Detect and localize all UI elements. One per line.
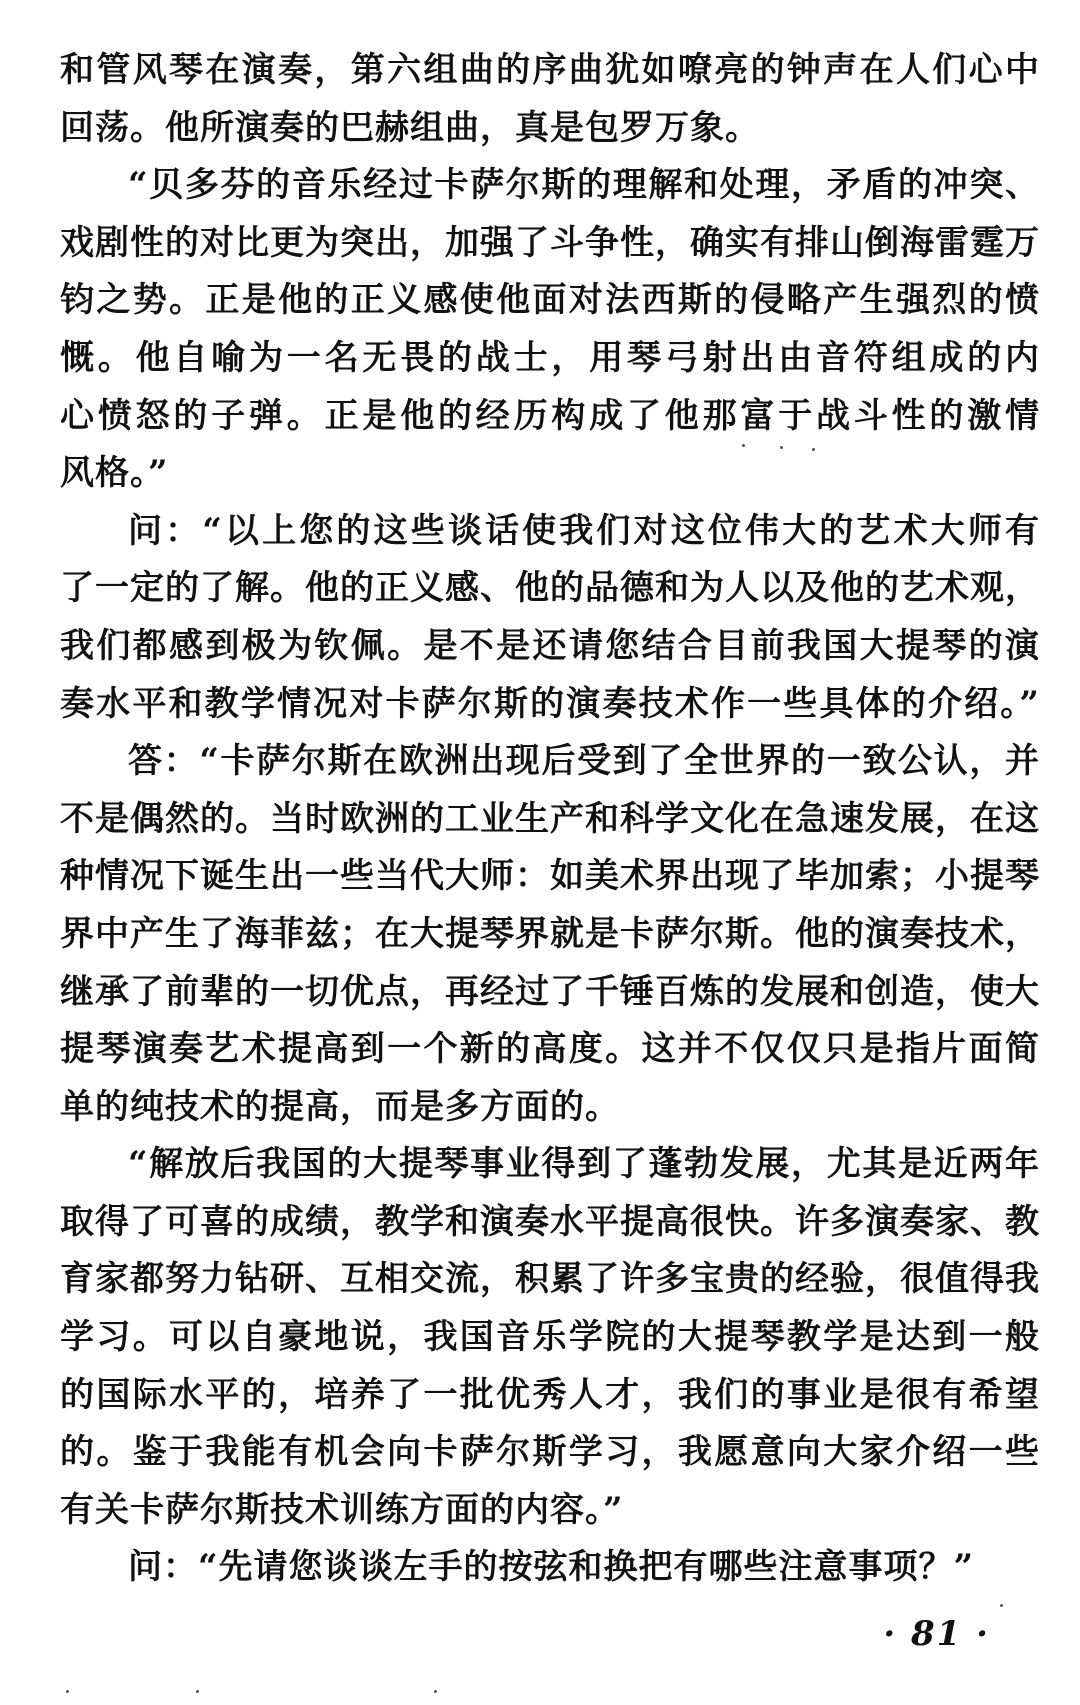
text-line: 取得了可喜的成绩，教学和演奏水平提高很快。许多演奏家、教 [60, 1201, 1040, 1242]
text-line: 我们都感到极为钦佩。是不是还请您结合目前我国大提琴的演 [60, 625, 1040, 666]
text-line: 的。鉴于我能有机会向卡萨尔斯学习，我愿意向大家介绍一些 [60, 1432, 1040, 1473]
text-line: 了一定的了解。他的正义感、他的品德和为人以及他的艺术观， [60, 568, 1040, 609]
text-line: 答：“卡萨尔斯在欧洲出现后受到了全世界的一致公认，并 [128, 741, 1040, 782]
text-line: 学习。可以自豪地说，我国音乐学院的大提琴教学是达到一般 [60, 1317, 1040, 1358]
text-line: 单的纯技术的提高，而是多方面的。 [60, 1086, 620, 1127]
scan-speck [1000, 1604, 1003, 1607]
text-line: 回荡。他所演奏的巴赫组曲，真是包罗万象。 [60, 107, 760, 148]
text-line: 提琴演奏艺术提高到一个新的高度。这并不仅仅只是指片面简 [60, 1029, 1040, 1070]
text-line: 不是偶然的。当时欧洲的工业生产和科学文化在急速发展，在这 [60, 798, 1040, 839]
text-line: “贝多芬的音乐经过卡萨尔斯的理解和处理，矛盾的冲突、 [128, 165, 1040, 206]
text-line: 有关卡萨尔斯技术训练方面的内容。” [60, 1489, 624, 1530]
scan-speck [434, 1690, 437, 1693]
scan-speck [66, 1690, 69, 1693]
text-line: 问：“以上您的这些谈话使我们对这位伟大的艺术大师有 [128, 510, 1040, 551]
scan-speck [742, 444, 745, 447]
scan-speck [780, 446, 783, 449]
text-line: 戏剧性的对比更为突出，加强了斗争性，确实有排山倒海雷霆万 [60, 222, 1040, 263]
text-line: 风格。” [60, 453, 169, 494]
text-line: 奏水平和教学情况对卡萨尔斯的演奏技术作一些具体的介绍。” [60, 683, 1040, 724]
text-line: 问：“先请您谈谈左手的按弦和换把有哪些注意事项？” [128, 1547, 975, 1588]
text-line: 和管风琴在演奏，第六组曲的序曲犹如嘹亮的钟声在人们心中 [60, 50, 1040, 90]
text-line: 慨。他自喻为一名无畏的战士，用琴弓射出由音符组成的内 [60, 337, 1040, 378]
text-line: 继承了前辈的一切优点，再经过了千锤百炼的发展和创造，使大 [60, 971, 1040, 1012]
page-number: · 81 · [883, 1614, 990, 1654]
body-text [60, 42, 1040, 1597]
text-line: 的国际水平的，培养了一批优秀人才，我们的事业是很有希望 [60, 1374, 1040, 1415]
text-line: 育家都努力钻研、互相交流，积累了许多宝贵的经验，很值得我 [60, 1259, 1040, 1300]
text-line: “解放后我国的大提琴事业得到了蓬勃发展，尤其是近两年 [128, 1144, 1040, 1185]
text-line: 界中产生了海菲兹；在大提琴界就是卡萨尔斯。他的演奏技术， [60, 913, 1040, 954]
text-line: 钧之势。正是他的正义感使他面对法西斯的侵略产生强烈的愤 [60, 280, 1040, 321]
text-line: 种情况下诞生出一些当代大师：如美术界出现了毕加索；小提琴 [60, 856, 1040, 897]
scan-speck [196, 1690, 199, 1693]
scan-speck [812, 448, 815, 451]
text-line: 心愤怒的子弹。正是他的经历构成了他那富于战斗性的激情 [60, 395, 1040, 436]
